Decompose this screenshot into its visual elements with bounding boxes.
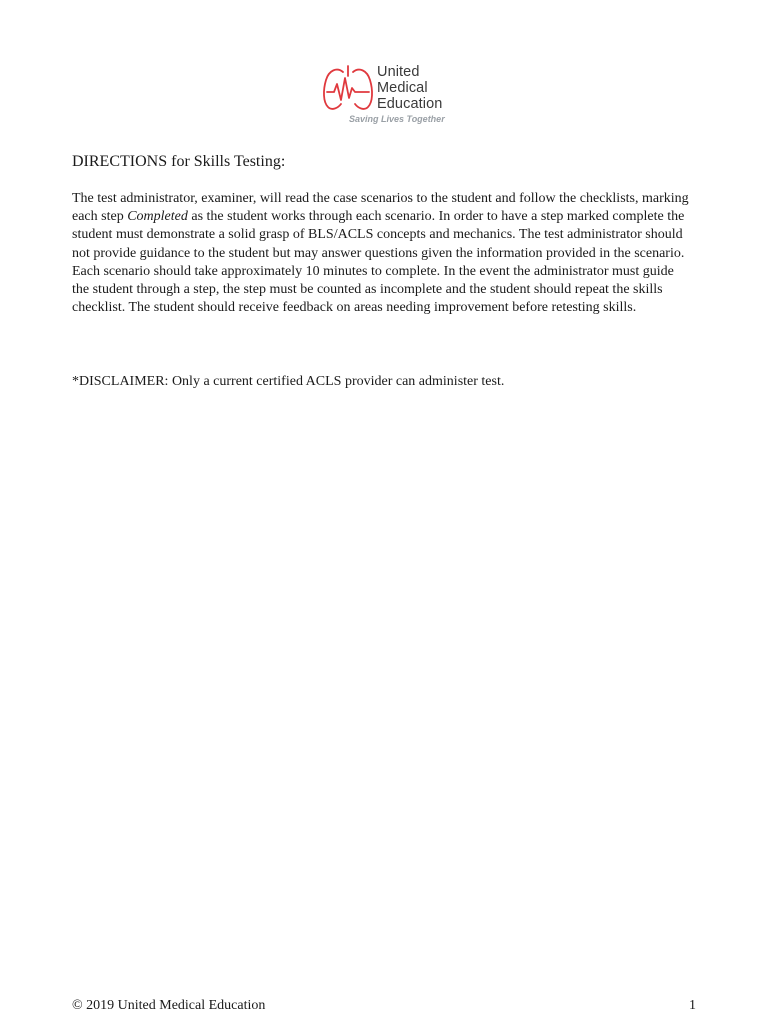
logo-tagline: Saving Lives Together (349, 114, 445, 124)
page-heading: DIRECTIONS for Skills Testing: (72, 153, 286, 170)
footer-page-number: 1 (689, 998, 696, 1013)
logo-wordmark (377, 64, 442, 112)
paragraph-text-2: as the student works through each scenario. In order to have a step marked complete the student must demonstrate a solid grasp of BLS/ACLS concepts and mechanics. The test administrator should not provide guidance to the student but may answer questions given the information provided in the scenario. Each scenario should take approximately 10 minutes to complete. In the event the administrator must guide the student through a step, the step must be counted as incomplete and the student should repeat the skills checklist. The student should receive feedback on areas needing improvement before retesting skills. (72, 209, 685, 316)
footer-copyright: © 2019 United Medical Education (72, 998, 266, 1013)
paragraph-emphasis: Completed (127, 209, 188, 225)
paragraph-text-1: The test administrator, examiner, will read the case scenarios to the student and follow the checklists, marking each step (72, 191, 689, 225)
logo (321, 62, 461, 128)
logo-line-2: Medical (377, 80, 428, 96)
logo-line-3: Education (377, 96, 443, 112)
disclaimer-text: *DISCLAIMER: Only a current certified ACLS provider can administer test. (72, 374, 505, 389)
logo-line-1: United (377, 64, 420, 80)
lungs-heartbeat-icon (321, 64, 375, 114)
directions-paragraph (72, 190, 694, 317)
